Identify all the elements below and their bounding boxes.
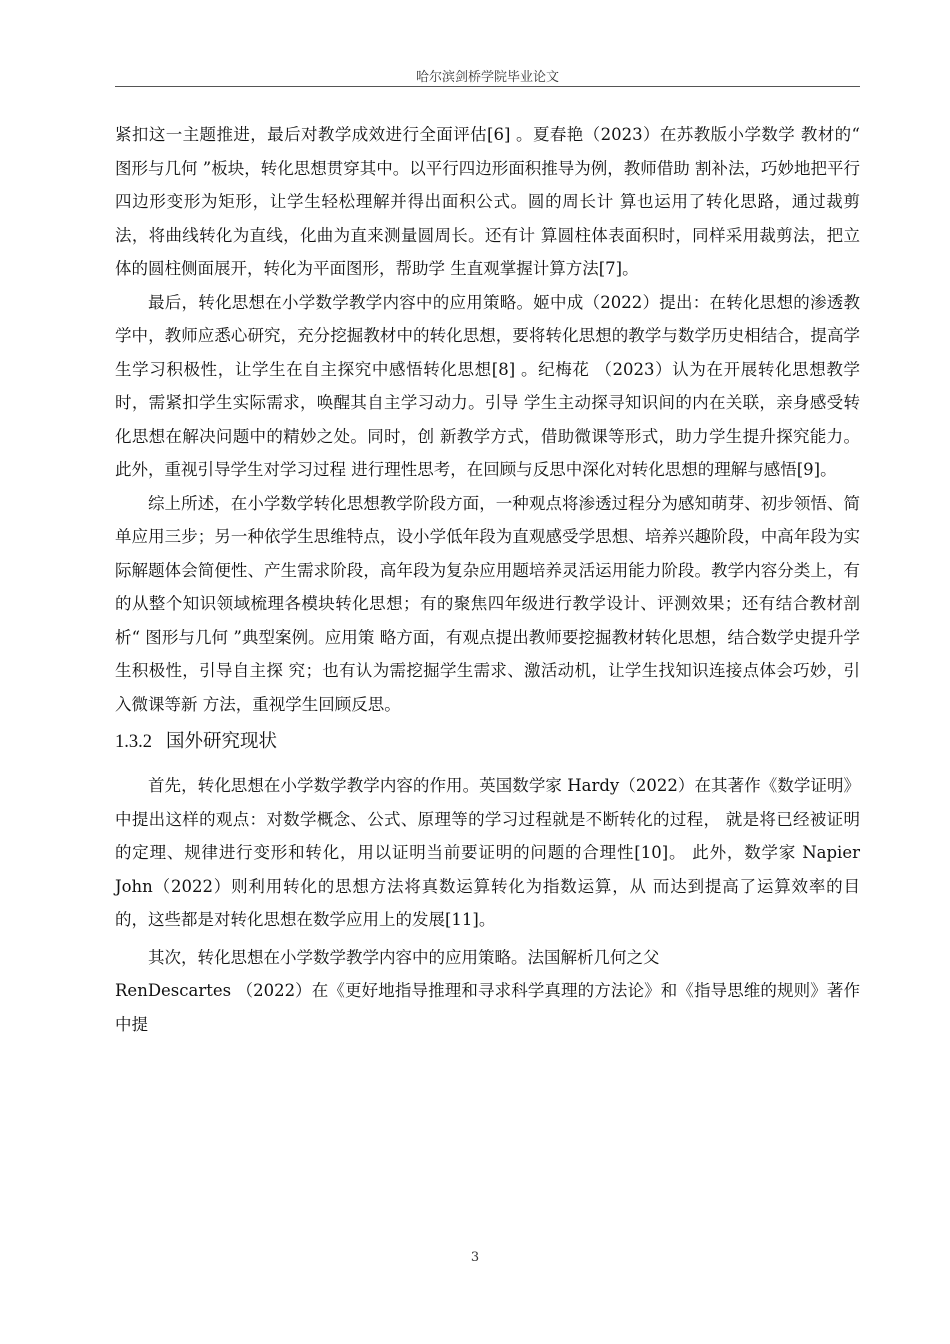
paragraph-4: 首先，转化思想在小学数学教学内容的作用。英国数学家 Hardy（2022）在其著作《数学证明》中提出这样的观点：对数学概念、公式、原理等的学习过程就是不断转化的过程， 就是将已经被证明的定理、规律进行变形和转化，用以证明当前要证明的问题的合理性[10]。 此外，数学家 Napier John（2022）则利用转化的思想方法将真数运算转化为指数运算，从 而达到提高了运算效率的目的，这些都是对转化思想在数学应用上的发展[11]。 <box>115 776 860 929</box>
header-rule <box>115 86 860 87</box>
section-heading <box>115 727 860 757</box>
section-title: 国外研究现状 <box>166 731 278 752</box>
body-text <box>115 118 860 1041</box>
page-number: 3 <box>470 1250 480 1265</box>
paragraph-5: 其次，转化思想在小学数学教学内容中的应用策略。法国解析几何之父 <box>148 947 660 967</box>
paragraph-3: 综上所述，在小学数学转化思想教学阶段方面，一种观点将渗透过程分为感知萌芽、初步领悟、简单应用三步；另一种依学生思维特点，设小学低年段为直观感受学思想、培养兴趣阶段，中高年段为实际解题体会简便性、产生需求阶段，高年段为复杂应用题培养灵活运用能力阶段。教学内容分类上，有的从整个知识领域梳理各模块转化思想；有的聚焦四年级进行教学设计、评测效果；还有结合教材剖析“ 图形与几何 ”典型案例。应用策 略方面，有观点提出教师要挖掘教材转化思想，结合数学史提升学生积极性，引导自主探 究；也有认为需挖掘学生需求、激活动机，让学生找知识连接点体会巧妙，引入微课等新 方法，重视学生回顾反思。 <box>115 493 860 714</box>
paragraph-5-continued: RenDescartes （2022）在《更好地指导推理和寻求科学真理的方法论》和《指导思维的规则》著作中提 <box>115 981 860 1034</box>
paragraph-1: 紧扣这一主题推进，最后对教学成效进行全面评估[6] 。夏春艳（2023）在苏教版小学数学 教材的“ 图形与几何 ”板块，转化思想贯穿其中。以平行四边形面积推导为例，教师借助 割补法，巧妙地把平行四边形变形为矩形，让学生轻松理解并得出面积公式。圆的周长计 算也运用了转化思路，通过裁剪法，将曲线转化为直线，化曲为直来测量圆周长。还有计 算圆柱体表面积时，同样采用裁剪法，把立体的圆柱侧面展开，转化为平面图形，帮助学 生直观掌握计算方法[7]。 <box>115 125 860 278</box>
section-number: 1.3.2 <box>115 732 152 752</box>
running-header: 哈尔滨剑桥学院毕业论文 <box>415 70 559 85</box>
paragraph-2: 最后，转化思想在小学数学教学内容中的应用策略。姬中成（2022）提出：在转化思想的渗透教学中，教师应悉心研究，充分挖掘教材中的转化思想，要将转化思想的教学与数学历史相结合，提高学生学习积极性，让学生在自主探究中感悟转化思想[8] 。纪梅花 （2023）认为在开展转化思想教学时，需紧扣学生实际需求，唤醒其自主学习动力。引导 学生主动探寻知识间的内在关联，亲身感受转化思想在解决问题中的精妙之处。同时，创 新教学方式，借助微课等形式，助力学生提升探究能力。此外，重视引导学生对学习过程 进行理性思考，在回顾与反思中深化对转化思想的理解与感悟[9]。 <box>115 292 860 479</box>
